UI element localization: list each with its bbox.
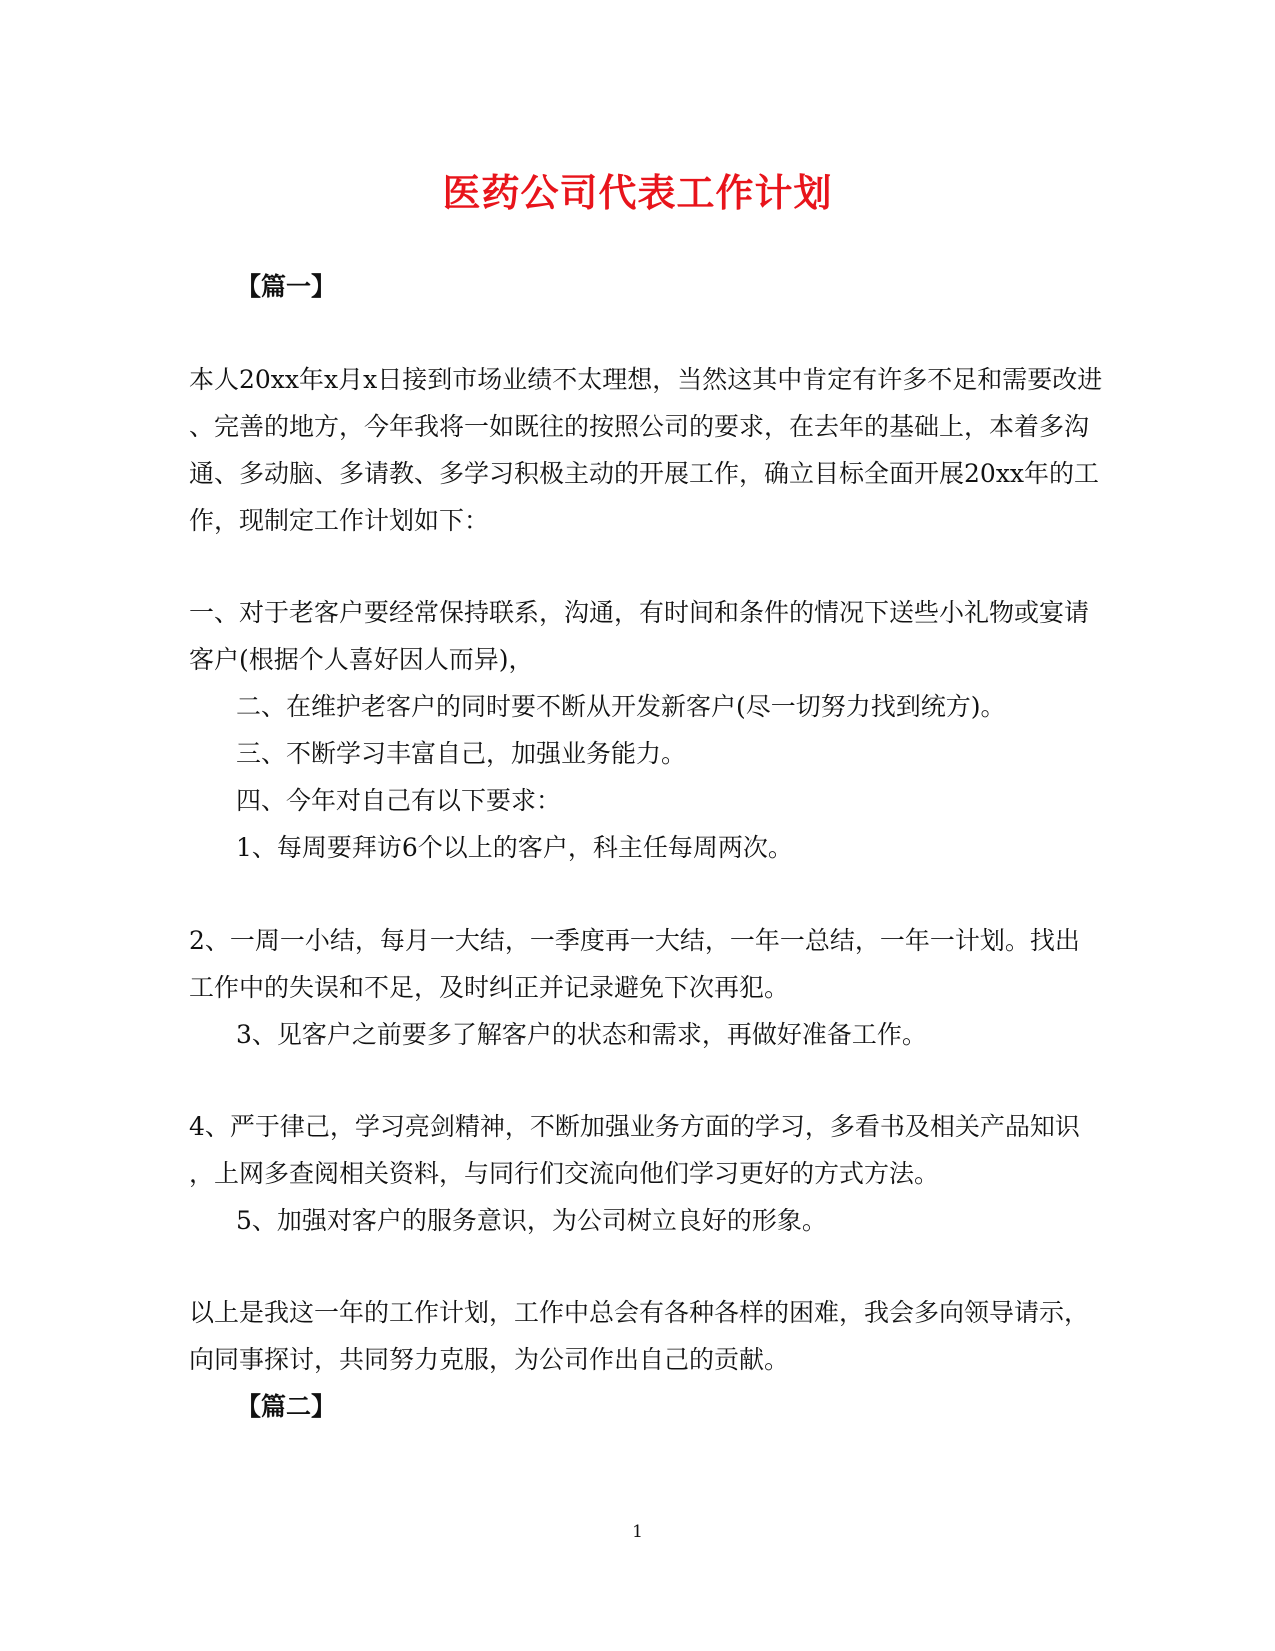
section-heading-1: 【篇一】 bbox=[236, 272, 337, 301]
paragraph-line: 向同事探讨，共同努力克服，为公司作出自己的贡献。 bbox=[189, 1345, 790, 1374]
paragraph-line: 四、今年对自己有以下要求： bbox=[236, 786, 562, 815]
paragraph-line: 4、严于律己，学习亮剑精神，不断加强业务方面的学习，多看书及相关产品知识 bbox=[189, 1112, 1080, 1141]
paragraph-line: 三、不断学习丰富自己，加强业务能力。 bbox=[236, 739, 687, 768]
section-heading-2: 【篇二】 bbox=[236, 1392, 337, 1421]
paragraph-line: 、完善的地方，今年我将一如既往的按照公司的要求，在去年的基础上，本着多沟 bbox=[189, 412, 1090, 441]
page-number: 1 bbox=[632, 1522, 643, 1542]
paragraph-line: 本人20xx年x月x日接到市场业绩不太理想，当然这其中肯定有许多不足和需要改进 bbox=[189, 365, 1103, 394]
paragraph-line: 2、一周一小结，每月一大结，一季度再一大结，一年一总结，一年一计划。找出 bbox=[189, 926, 1080, 955]
paragraph-line: 以上是我这一年的工作计划，工作中总会有各种各样的困难，我会多向领导请示， bbox=[189, 1298, 1090, 1327]
paragraph-line: 5、加强对客户的服务意识，为公司树立良好的形象。 bbox=[236, 1206, 827, 1235]
paragraph-line: 一、对于老客户要经常保持联系，沟通，有时间和条件的情况下送些小礼物或宴请 bbox=[189, 598, 1090, 627]
paragraph-line: ，上网多查阅相关资料，与同行们交流向他们学习更好的方式方法。 bbox=[189, 1159, 940, 1188]
paragraph-line: 1、每周要拜访6个以上的客户，科主任每周两次。 bbox=[236, 833, 793, 862]
paragraph-line: 工作中的失误和不足，及时纠正并记录避免下次再犯。 bbox=[189, 973, 790, 1002]
document-title: 医药公司代表工作计划 bbox=[442, 170, 833, 215]
paragraph-line: 客户(根据个人喜好因人而异)， bbox=[189, 645, 534, 674]
paragraph-line: 二、在维护老客户的同时要不断从开发新客户(尽一切努力找到统方)。 bbox=[236, 692, 1006, 721]
paragraph-line: 通、多动脑、多请教、多学习积极主动的开展工作，确立目标全面开展20xx年的工 bbox=[189, 459, 1100, 488]
paragraph-line: 作，现制定工作计划如下： bbox=[189, 506, 490, 535]
paragraph-line: 3、见客户之前要多了解客户的状态和需求，再做好准备工作。 bbox=[236, 1020, 927, 1049]
